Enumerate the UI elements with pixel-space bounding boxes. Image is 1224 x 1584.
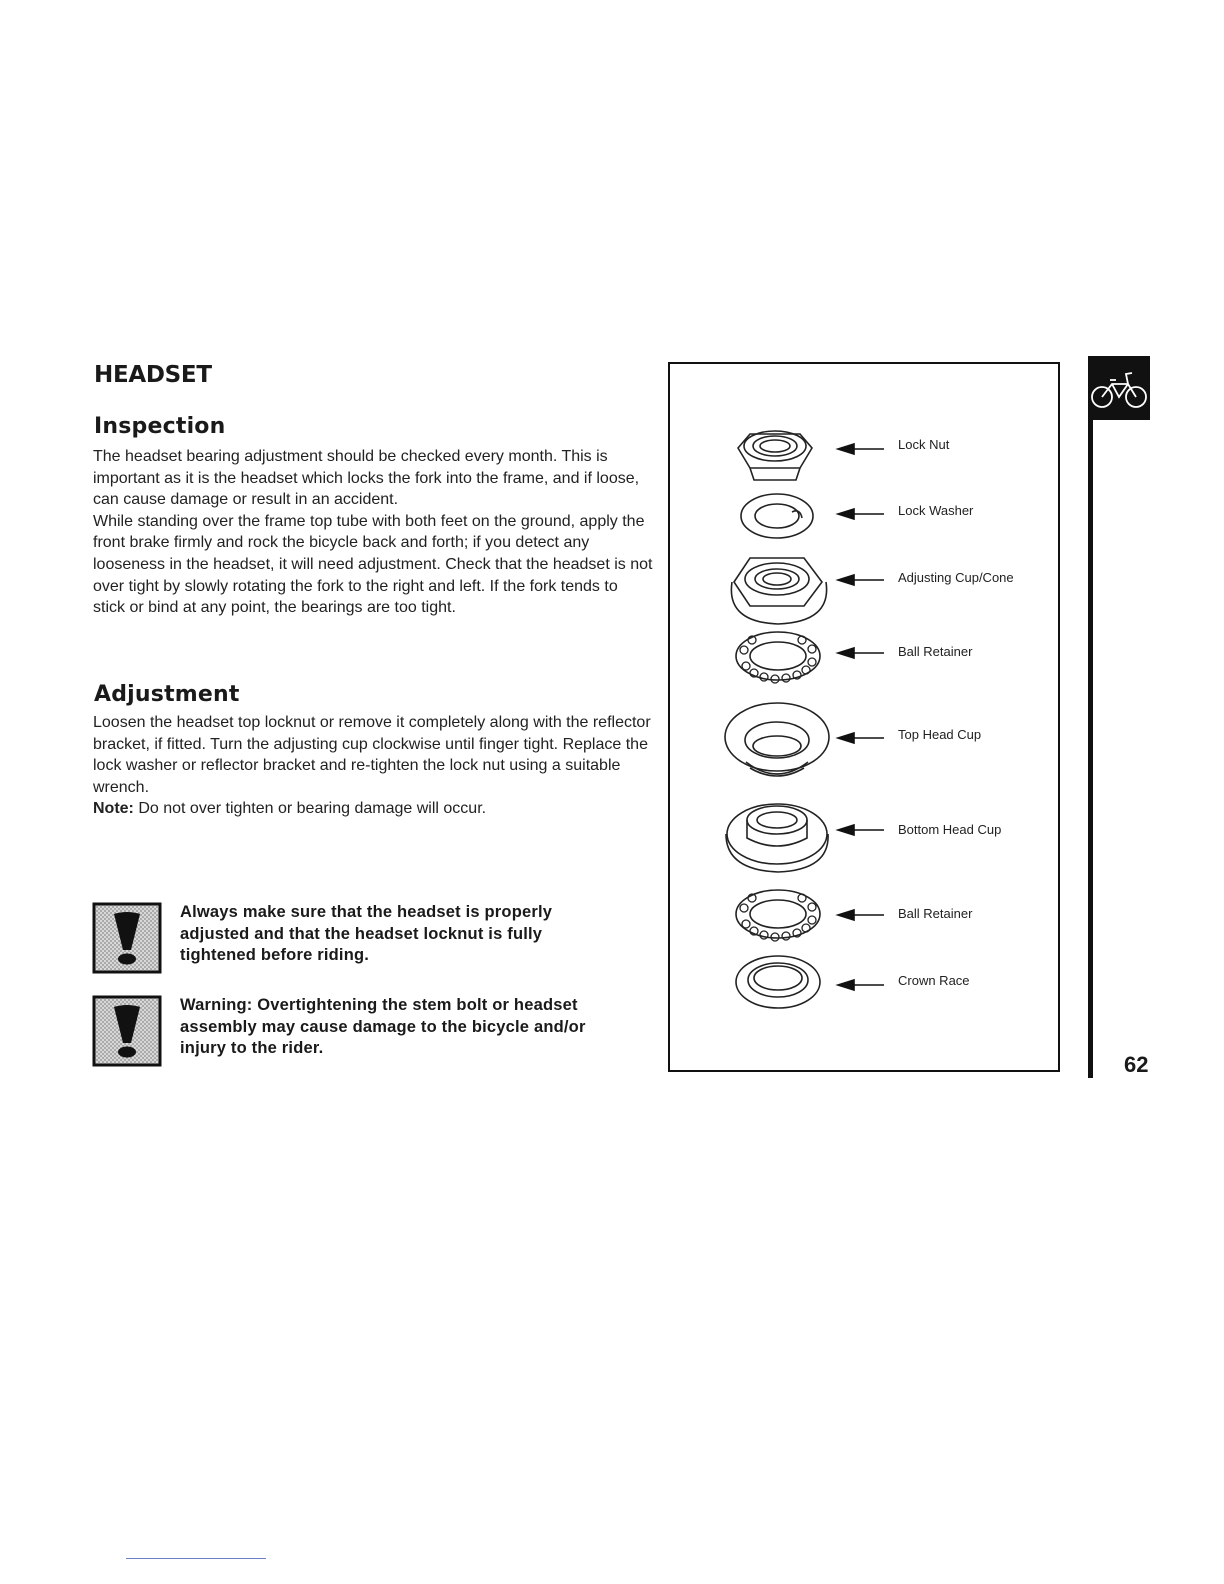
part-label-lock-washer: Lock Washer: [898, 503, 974, 518]
inspection-heading: Inspection: [94, 414, 226, 439]
chapter-tab-bar: [1088, 356, 1093, 1078]
part-label-bottom-head-cup: Bottom Head Cup: [898, 822, 1002, 837]
arrow-icon: [838, 648, 884, 658]
adjustment-text: [93, 712, 653, 820]
headset-exploded-diagram: [668, 362, 1060, 1072]
footer-divider: [126, 1558, 266, 1559]
warning-text-1: Always make sure that the headset is properly adjusted and that the headset locknut is fully tightened before riding.: [180, 903, 553, 964]
note-label: Note:: [93, 800, 134, 818]
adjustment-heading: Adjustment: [94, 682, 240, 707]
warning-block-1: [92, 902, 632, 974]
bicycle-icon: [1088, 356, 1150, 420]
ball-retainer-icon: [736, 632, 820, 683]
crown-race-icon: [736, 956, 820, 1008]
arrow-icon: [838, 825, 884, 835]
part-label-adjusting-cup: Adjusting Cup/Cone: [898, 570, 1014, 585]
adjustment-note: [93, 798, 653, 820]
page-title: HEADSET: [94, 362, 212, 388]
headset-parts-drawing: [670, 364, 1057, 1069]
bottom-head-cup-icon: [726, 804, 828, 872]
arrow-icon: [838, 575, 884, 585]
warning-text-2: Warning: Overtightening the stem bolt or headset assembly may cause damage to the bicycle and/or injury to the rider.: [180, 996, 586, 1057]
inspection-text: [93, 446, 653, 619]
inspection-paragraph-2: While standing over the frame top tube with both feet on the ground, apply the front brake firmly and rock the bicycle back and forth; if you detect any looseness in the headset, it will need adjustment. Check that the headset is not over tight by slowly rotating the fork to the right and left. If the fork tends to stick or bind at any point, the bearings are too tight.: [93, 512, 653, 617]
arrow-icon: [838, 444, 884, 454]
chapter-tab: [1088, 356, 1150, 420]
ball-retainer-icon: [736, 890, 820, 941]
adjustment-paragraph: Loosen the headset top locknut or remove it completely along with the reflector bracket, if fitted. Turn the adjusting cup clockwise until finger tight. Replace the lock washer or reflector bracket and re-tighten the lock nut using a suitable wrench.: [93, 714, 651, 796]
lock-washer-icon: [741, 494, 813, 538]
exclamation-warning-icon: [92, 995, 162, 1067]
inspection-paragraph-1: The headset bearing adjustment should be checked every month. This is important as it is the headset which locks the fork into the frame, and if loose, can cause damage or result in an accident.: [93, 448, 640, 509]
note-text: Do not over tighten or bearing damage will occur.: [133, 800, 487, 818]
part-label-crown-race: Crown Race: [898, 973, 970, 988]
lock-nut-icon: [738, 431, 812, 480]
part-label-ball-retainer-2: Ball Retainer: [898, 906, 973, 921]
arrow-icon: [838, 980, 884, 990]
pointer-arrows: [838, 444, 884, 990]
warning-block-2: [92, 995, 632, 1067]
part-label-lock-nut: Lock Nut: [898, 437, 950, 452]
arrow-icon: [838, 910, 884, 920]
adjusting-cup-icon: [731, 558, 826, 624]
part-label-top-head-cup: Top Head Cup: [898, 727, 982, 742]
arrow-icon: [838, 509, 884, 519]
top-head-cup-icon: [725, 703, 829, 776]
exclamation-warning-icon: [92, 902, 162, 974]
page-number: 62: [1124, 1052, 1149, 1077]
part-label-ball-retainer-1: Ball Retainer: [898, 644, 973, 659]
arrow-icon: [838, 733, 884, 743]
